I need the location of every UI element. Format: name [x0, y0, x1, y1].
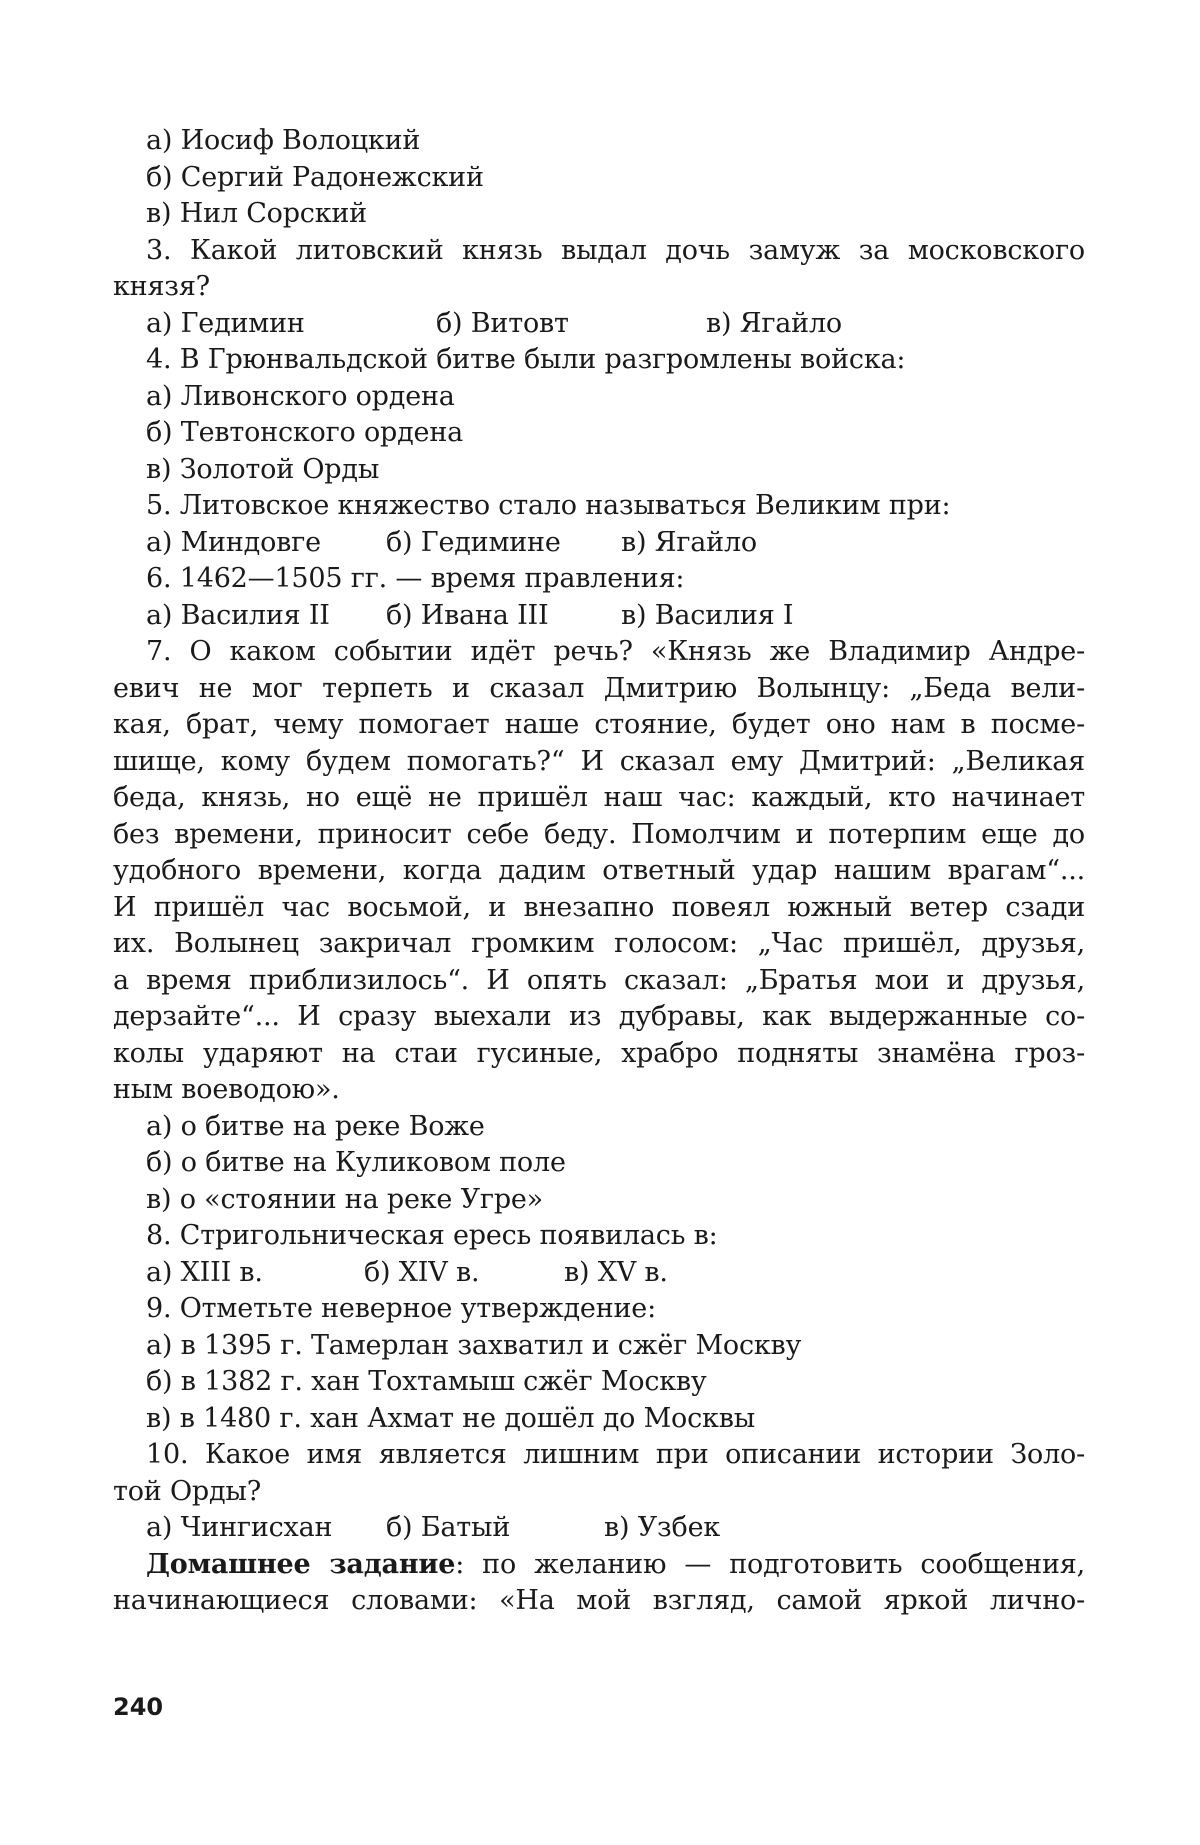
q7-line-10: а время приблизилось“. И опять сказал: „Братья мои и друзья,	[113, 964, 1085, 996]
homework-line2: начинающиеся словами: «На мой взгляд, самой яркой лично-	[113, 1585, 1085, 1616]
q4-option-a: а) Ливонского ордена	[146, 380, 455, 412]
page-content	[113, 123, 1085, 1620]
q2-option-b: б) Сергий Радонежский	[146, 161, 484, 193]
q7-option-b: б) о битве на Куликовом поле	[146, 1147, 566, 1178]
q9-option-c: в) в 1480 г. хан Ахмат не дошёл до Москвы	[146, 1402, 756, 1434]
q3-option-c: в) Ягайло	[706, 307, 842, 339]
q7-line-4: шище, кому будем помогать?“ И сказал ему Дмитрий: „Великая	[113, 745, 1085, 777]
q9-text: 9. Отметьте неверное утверждение:	[146, 1293, 656, 1324]
q7-option-c: в) о «стоянии на реке Угре»	[146, 1183, 544, 1215]
q3-option-b: б) Витовт	[436, 307, 569, 339]
q3-option-a: а) Гедимин	[146, 307, 305, 339]
q2-option-a: а) Иосиф Волоцкий	[146, 125, 421, 156]
q6-option-c: в) Василия I	[621, 599, 794, 631]
homework-line1	[113, 1547, 1085, 1584]
q6-text: 6. 1462—1505 гг. — время правления:	[146, 563, 685, 594]
q2-option-c: в) Нил Сорский	[146, 198, 367, 229]
q4-option-b: б) Тевтонского ордена	[146, 417, 464, 448]
q7-line-2: евич не мог терпеть и сказал Дмитрию Волынцу: „Беда вели-	[113, 672, 1085, 704]
q7-line-7: удобного времени, когда дадим ответный удар нашим врагам“...	[113, 855, 1085, 886]
q3-text-line2: князя?	[113, 271, 210, 302]
q8-option-b: б) XIV в.	[364, 1256, 480, 1288]
homework-text: : по желанию — подготовить сообщения,	[455, 1548, 1085, 1580]
q10-text-line2: той Орды?	[113, 1475, 261, 1507]
q8-option-c: в) XV в.	[564, 1256, 668, 1288]
q6-option-b: б) Ивана III	[386, 599, 549, 631]
q5-option-c: в) Ягайло	[621, 526, 757, 558]
q7-line-12: колы ударяют на стаи гусиные, храбро подняты знамёна гроз-	[113, 1037, 1085, 1069]
q3-options	[113, 306, 1085, 343]
q8-option-a: а) XIII в.	[146, 1256, 263, 1288]
q9-option-a: а) в 1395 г. Тамерлан захватил и сжёг Москву	[146, 1329, 802, 1361]
q7-line-3: кая, брат, чему помогает наше стояние, будет оно нам в посме-	[113, 709, 1085, 740]
homework-label: Домашнее задание	[146, 1548, 456, 1580]
q8-options	[113, 1255, 1085, 1292]
q8-text: 8. Стригольническая ересь появилась в:	[146, 1220, 718, 1251]
q5-options	[113, 525, 1085, 562]
q4-text: 4. В Грюнвальдской битве были разгромлены войска:	[146, 344, 906, 375]
q5-option-b: б) Гедимине	[386, 526, 561, 558]
q7-line-13: ным воеводою».	[113, 1074, 340, 1105]
q10-option-b: б) Батый	[386, 1512, 511, 1543]
q7-line-1: 7. О каком событии идёт речь? «Князь же Владимир Андре-	[146, 636, 1085, 667]
q5-text: 5. Литовское княжество стало называться Великим при:	[146, 490, 951, 521]
page-number: 240	[113, 1693, 164, 1721]
q4-option-c: в) Золотой Орды	[146, 453, 380, 485]
q7-line-11: дерзайте“... И сразу выехали из дубравы, как выдержанные со-	[113, 1001, 1085, 1032]
q10-option-a: а) Чингисхан	[146, 1512, 333, 1543]
q6-option-a: а) Василия II	[146, 599, 330, 631]
q10-text-line1: 10. Какое имя является лишним при описании истории Золо-	[146, 1439, 1085, 1470]
q9-option-b: б) в 1382 г. хан Тохтамыш сжёг Москву	[146, 1366, 707, 1397]
q7-line-6: без времени, приносит себе беду. Помолчим и потерпим еще до	[113, 818, 1085, 850]
q7-line-8: И пришёл час восьмой, и внезапно повеял южный ветер сзади	[113, 891, 1085, 923]
q10-options	[113, 1510, 1085, 1547]
q7-option-a: а) о битве на реке Воже	[146, 1110, 485, 1142]
q6-options	[113, 598, 1085, 635]
q7-line-9: их. Волынец закричал громким голосом: „Час пришёл, друзья,	[113, 928, 1085, 959]
q7-line-5: беда, князь, но ещё не пришёл наш час: каждый, кто начинает	[113, 782, 1085, 813]
q10-option-c: в) Узбек	[604, 1512, 721, 1543]
q3-text-line1: 3. Какой литовский князь выдал дочь замуж за московского	[146, 234, 1085, 266]
q5-option-a: а) Миндовге	[146, 526, 321, 558]
